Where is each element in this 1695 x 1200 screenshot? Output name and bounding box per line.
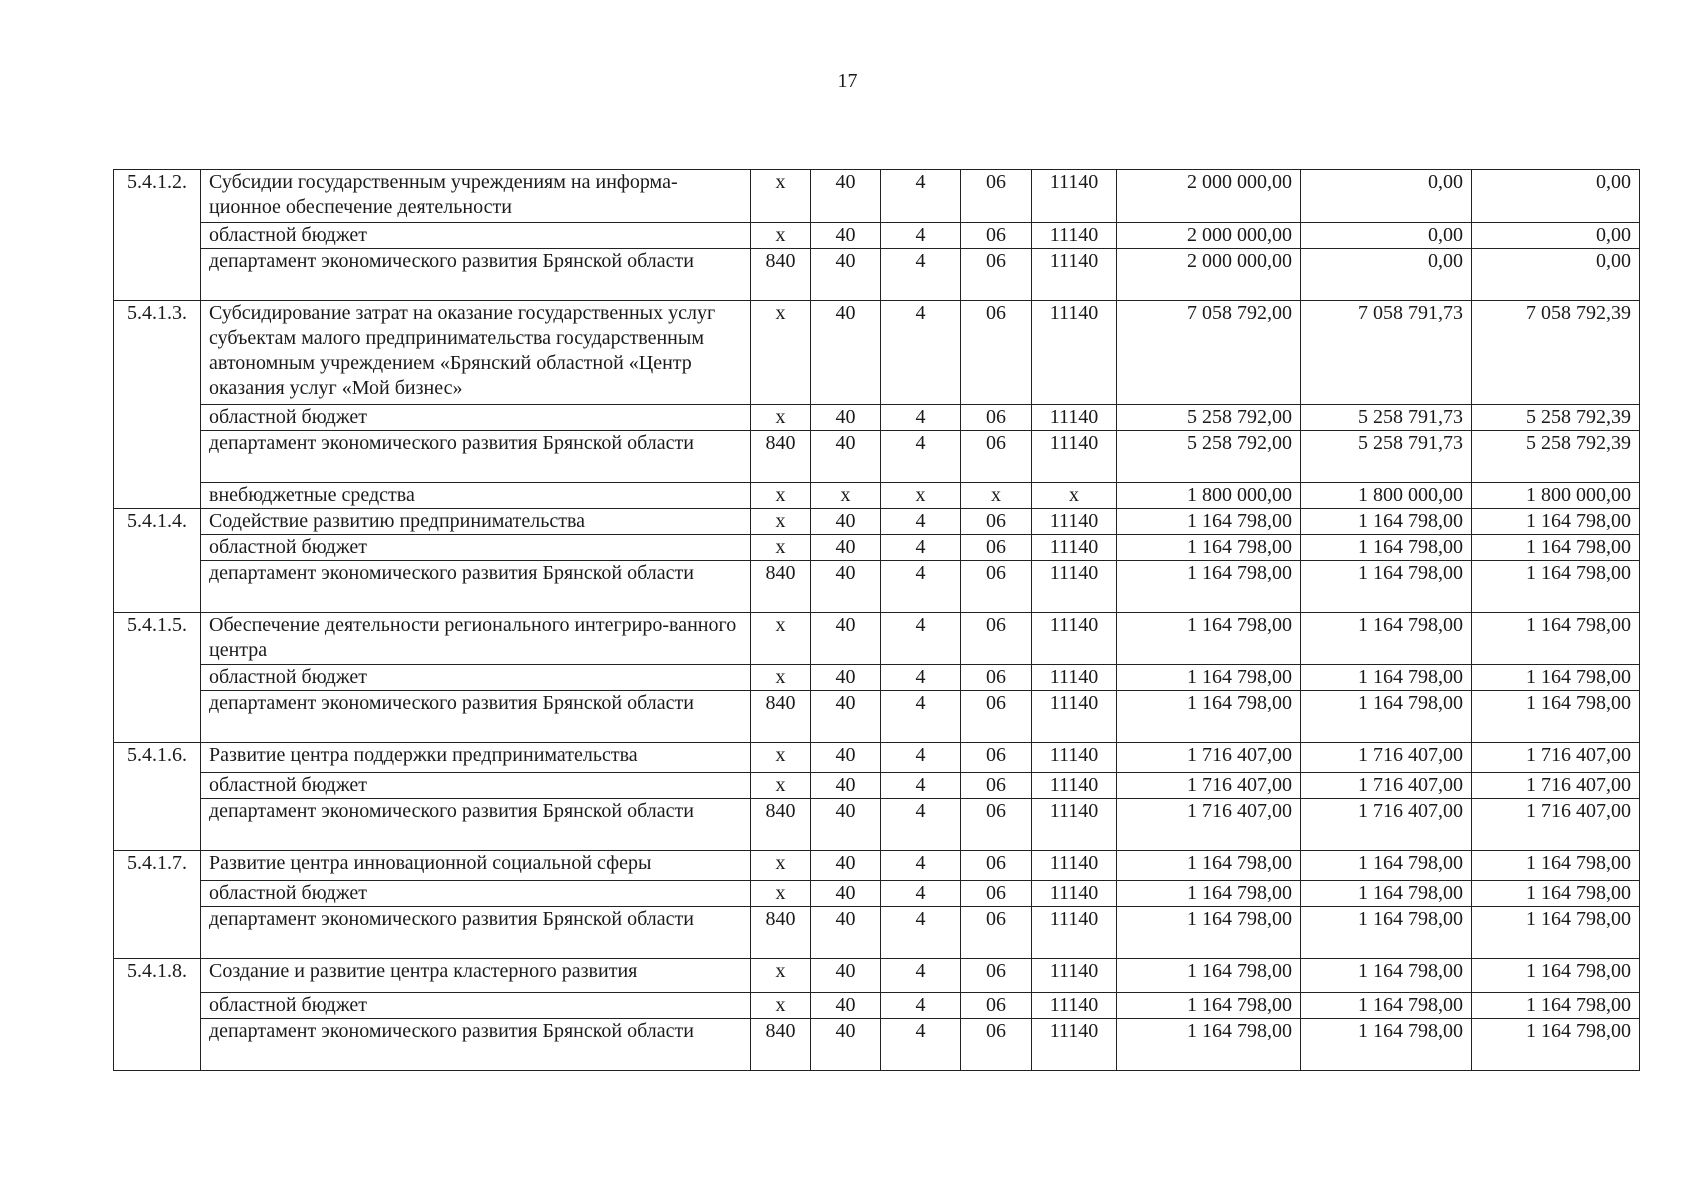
table-row — [114, 773, 1640, 799]
col-subsection: 06 — [961, 249, 1032, 301]
table-row — [114, 743, 1640, 773]
col-subsection: 06 — [961, 799, 1032, 851]
col-article: 11140 — [1032, 799, 1117, 851]
col-subsection: 06 — [961, 959, 1032, 993]
table-row — [114, 223, 1640, 249]
col-ministry: 40 — [811, 851, 881, 881]
col-value-year3: 1 164 798,00 — [1472, 665, 1640, 691]
table-row — [114, 959, 1640, 993]
col-section: 4 — [881, 773, 961, 799]
col-value-year2: 1 800 000,00 — [1301, 483, 1472, 509]
col-subsection: 06 — [961, 431, 1032, 483]
col-value-year2: 1 164 798,00 — [1301, 691, 1472, 743]
col-subsection: 06 — [961, 743, 1032, 773]
col-value-year1: 1 800 000,00 — [1117, 483, 1301, 509]
row-name: Субсидирование затрат на оказание государственных услуг субъектам малого предпринимательства государственным автономным учреждением «Брянский областной «Центр оказания услуг «Мой бизнес» — [201, 301, 751, 405]
col-value-year3: 1 716 407,00 — [1472, 743, 1640, 773]
row-name: Создание и развитие центра кластерного развития — [201, 959, 751, 993]
table-row — [114, 993, 1640, 1019]
col-subsection: 06 — [961, 535, 1032, 561]
row-name: Субсидии государственным учреждениям на информа-ционное обеспечение деятельности — [201, 170, 751, 223]
table-row — [114, 799, 1640, 851]
col-value-year1: 1 164 798,00 — [1117, 993, 1301, 1019]
col-article: 11140 — [1032, 431, 1117, 483]
col-code: 840 — [751, 907, 811, 959]
col-code: x — [751, 959, 811, 993]
page-number: 17 — [837, 70, 858, 92]
col-ministry: 40 — [811, 561, 881, 613]
col-value-year3: 5 258 792,39 — [1472, 431, 1640, 483]
col-code: 840 — [751, 249, 811, 301]
col-value-year3: 1 164 798,00 — [1472, 535, 1640, 561]
table-row — [114, 665, 1640, 691]
col-article: 11140 — [1032, 993, 1117, 1019]
col-subsection: 06 — [961, 851, 1032, 881]
table-row — [114, 249, 1640, 301]
col-article: 11140 — [1032, 743, 1117, 773]
col-code: 840 — [751, 691, 811, 743]
col-value-year1: 1 164 798,00 — [1117, 613, 1301, 665]
col-section: 4 — [881, 613, 961, 665]
col-subsection: 06 — [961, 993, 1032, 1019]
col-code: x — [751, 405, 811, 431]
col-section: 4 — [881, 249, 961, 301]
col-article: 11140 — [1032, 301, 1117, 405]
col-section: 4 — [881, 509, 961, 535]
row-name: Развитие центра поддержки предпринимательства — [201, 743, 751, 773]
col-section: 4 — [881, 561, 961, 613]
table-row — [114, 613, 1640, 665]
col-section: 4 — [881, 993, 961, 1019]
col-value-year1: 2 000 000,00 — [1117, 223, 1301, 249]
col-value-year1: 1 716 407,00 — [1117, 799, 1301, 851]
col-article: 11140 — [1032, 223, 1117, 249]
col-value-year2: 1 164 798,00 — [1301, 993, 1472, 1019]
col-ministry: 40 — [811, 223, 881, 249]
col-ministry: 40 — [811, 881, 881, 907]
col-value-year1: 5 258 792,00 — [1117, 431, 1301, 483]
col-section: 4 — [881, 881, 961, 907]
row-name: областной бюджет — [201, 993, 751, 1019]
col-ministry: 40 — [811, 431, 881, 483]
col-ministry: 40 — [811, 613, 881, 665]
col-code: x — [751, 613, 811, 665]
col-subsection: x — [961, 483, 1032, 509]
col-subsection: 06 — [961, 907, 1032, 959]
row-name: Содействие развитию предпринимательства — [201, 509, 751, 535]
col-code: x — [751, 483, 811, 509]
col-section: 4 — [881, 1019, 961, 1071]
col-section: 4 — [881, 170, 961, 223]
row-name: областной бюджет — [201, 223, 751, 249]
col-value-year3: 1 164 798,00 — [1472, 613, 1640, 665]
table-row — [114, 431, 1640, 483]
row-name: департамент экономического развития Брянской области — [201, 431, 751, 483]
col-value-year3: 1 716 407,00 — [1472, 773, 1640, 799]
row-number: 5.4.1.6. — [114, 743, 201, 851]
row-number: 5.4.1.5. — [114, 613, 201, 743]
col-subsection: 06 — [961, 405, 1032, 431]
col-value-year3: 0,00 — [1472, 170, 1640, 223]
row-name: областной бюджет — [201, 535, 751, 561]
col-article: x — [1032, 483, 1117, 509]
col-ministry: 40 — [811, 691, 881, 743]
col-value-year3: 7 058 792,39 — [1472, 301, 1640, 405]
table-row — [114, 907, 1640, 959]
table-row — [114, 881, 1640, 907]
col-ministry: 40 — [811, 907, 881, 959]
col-subsection: 06 — [961, 301, 1032, 405]
col-article: 11140 — [1032, 691, 1117, 743]
row-name: Развитие центра инновационной социальной сферы — [201, 851, 751, 881]
row-name: областной бюджет — [201, 665, 751, 691]
col-section: 4 — [881, 851, 961, 881]
table-row — [114, 1019, 1640, 1071]
col-value-year2: 1 164 798,00 — [1301, 959, 1472, 993]
col-value-year1: 1 164 798,00 — [1117, 907, 1301, 959]
row-name: департамент экономического развития Брянской области — [201, 907, 751, 959]
col-subsection: 06 — [961, 665, 1032, 691]
col-value-year3: 1 164 798,00 — [1472, 959, 1640, 993]
col-code: 840 — [751, 431, 811, 483]
col-code: x — [751, 743, 811, 773]
col-article: 11140 — [1032, 561, 1117, 613]
col-value-year1: 1 164 798,00 — [1117, 535, 1301, 561]
col-section: 4 — [881, 959, 961, 993]
col-value-year1: 1 164 798,00 — [1117, 851, 1301, 881]
col-ministry: 40 — [811, 773, 881, 799]
col-article: 11140 — [1032, 881, 1117, 907]
row-name: департамент экономического развития Брянской области — [201, 691, 751, 743]
col-value-year2: 1 164 798,00 — [1301, 851, 1472, 881]
row-name: департамент экономического развития Брянской области — [201, 561, 751, 613]
col-value-year2: 7 058 791,73 — [1301, 301, 1472, 405]
col-ministry: 40 — [811, 1019, 881, 1071]
col-subsection: 06 — [961, 509, 1032, 535]
col-value-year3: 1 164 798,00 — [1472, 881, 1640, 907]
col-value-year2: 1 164 798,00 — [1301, 613, 1472, 665]
row-number: 5.4.1.8. — [114, 959, 201, 1071]
col-code: 840 — [751, 561, 811, 613]
col-value-year3: 1 164 798,00 — [1472, 851, 1640, 881]
col-section: 4 — [881, 743, 961, 773]
col-ministry: x — [811, 483, 881, 509]
col-value-year1: 5 258 792,00 — [1117, 405, 1301, 431]
col-value-year2: 1 164 798,00 — [1301, 665, 1472, 691]
col-value-year3: 1 164 798,00 — [1472, 907, 1640, 959]
col-ministry: 40 — [811, 665, 881, 691]
col-value-year2: 1 164 798,00 — [1301, 907, 1472, 959]
table-row — [114, 691, 1640, 743]
col-code: x — [751, 535, 811, 561]
col-section: 4 — [881, 223, 961, 249]
row-number: 5.4.1.4. — [114, 509, 201, 613]
col-value-year2: 1 716 407,00 — [1301, 799, 1472, 851]
col-code: x — [751, 509, 811, 535]
col-value-year3: 1 164 798,00 — [1472, 509, 1640, 535]
col-value-year2: 1 164 798,00 — [1301, 561, 1472, 613]
col-article: 11140 — [1032, 249, 1117, 301]
col-value-year2: 0,00 — [1301, 249, 1472, 301]
row-name: департамент экономического развития Брянской области — [201, 799, 751, 851]
row-name: областной бюджет — [201, 881, 751, 907]
table-row — [114, 405, 1640, 431]
col-section: 4 — [881, 431, 961, 483]
col-subsection: 06 — [961, 223, 1032, 249]
col-value-year2: 5 258 791,73 — [1301, 431, 1472, 483]
col-value-year2: 1 164 798,00 — [1301, 1019, 1472, 1071]
table-row — [114, 301, 1640, 405]
col-code: x — [751, 851, 811, 881]
col-value-year3: 1 164 798,00 — [1472, 993, 1640, 1019]
col-article: 11140 — [1032, 773, 1117, 799]
budget-table — [113, 169, 1640, 1071]
row-number: 5.4.1.2. — [114, 170, 201, 301]
row-name: департамент экономического развития Брянской области — [201, 249, 751, 301]
col-article: 11140 — [1032, 851, 1117, 881]
col-article: 11140 — [1032, 535, 1117, 561]
col-ministry: 40 — [811, 743, 881, 773]
col-value-year3: 1 164 798,00 — [1472, 691, 1640, 743]
col-value-year1: 1 716 407,00 — [1117, 773, 1301, 799]
row-name: Обеспечение деятельности регионального интегриро-ванного центра — [201, 613, 751, 665]
col-value-year1: 1 716 407,00 — [1117, 743, 1301, 773]
col-subsection: 06 — [961, 613, 1032, 665]
col-value-year2: 0,00 — [1301, 223, 1472, 249]
col-value-year3: 1 164 798,00 — [1472, 1019, 1640, 1071]
col-code: 840 — [751, 1019, 811, 1071]
table-row — [114, 561, 1640, 613]
col-section: x — [881, 483, 961, 509]
col-article: 11140 — [1032, 509, 1117, 535]
col-code: x — [751, 881, 811, 907]
col-value-year1: 1 164 798,00 — [1117, 959, 1301, 993]
col-code: x — [751, 170, 811, 223]
col-section: 4 — [881, 665, 961, 691]
table-body — [114, 170, 1640, 1071]
col-article: 11140 — [1032, 405, 1117, 431]
col-value-year1: 2 000 000,00 — [1117, 170, 1301, 223]
col-ministry: 40 — [811, 993, 881, 1019]
col-value-year2: 1 164 798,00 — [1301, 535, 1472, 561]
col-value-year3: 1 716 407,00 — [1472, 799, 1640, 851]
col-value-year1: 1 164 798,00 — [1117, 1019, 1301, 1071]
col-section: 4 — [881, 907, 961, 959]
col-value-year2: 1 164 798,00 — [1301, 881, 1472, 907]
col-value-year3: 0,00 — [1472, 249, 1640, 301]
col-value-year3: 5 258 792,39 — [1472, 405, 1640, 431]
col-code: x — [751, 993, 811, 1019]
col-code: x — [751, 773, 811, 799]
col-code: x — [751, 223, 811, 249]
col-value-year2: 1 164 798,00 — [1301, 509, 1472, 535]
col-value-year1: 1 164 798,00 — [1117, 881, 1301, 907]
col-value-year2: 0,00 — [1301, 170, 1472, 223]
col-article: 11140 — [1032, 613, 1117, 665]
col-subsection: 06 — [961, 691, 1032, 743]
col-subsection: 06 — [961, 1019, 1032, 1071]
col-subsection: 06 — [961, 881, 1032, 907]
row-number: 5.4.1.3. — [114, 301, 201, 509]
col-ministry: 40 — [811, 535, 881, 561]
col-value-year3: 1 164 798,00 — [1472, 561, 1640, 613]
col-article: 11140 — [1032, 665, 1117, 691]
table-row — [114, 483, 1640, 509]
col-value-year1: 7 058 792,00 — [1117, 301, 1301, 405]
table-row — [114, 509, 1640, 535]
col-section: 4 — [881, 691, 961, 743]
row-name: областной бюджет — [201, 405, 751, 431]
col-code: 840 — [751, 799, 811, 851]
col-code: x — [751, 301, 811, 405]
row-name: департамент экономического развития Брянской области — [201, 1019, 751, 1071]
col-ministry: 40 — [811, 509, 881, 535]
col-ministry: 40 — [811, 301, 881, 405]
col-value-year3: 0,00 — [1472, 223, 1640, 249]
col-section: 4 — [881, 799, 961, 851]
col-value-year1: 1 164 798,00 — [1117, 665, 1301, 691]
col-value-year3: 1 800 000,00 — [1472, 483, 1640, 509]
col-value-year2: 1 716 407,00 — [1301, 773, 1472, 799]
col-value-year1: 1 164 798,00 — [1117, 691, 1301, 743]
col-value-year2: 5 258 791,73 — [1301, 405, 1472, 431]
table-row — [114, 170, 1640, 223]
col-code: x — [751, 665, 811, 691]
row-number: 5.4.1.7. — [114, 851, 201, 959]
col-section: 4 — [881, 535, 961, 561]
row-name: областной бюджет — [201, 773, 751, 799]
col-article: 11140 — [1032, 907, 1117, 959]
col-value-year1: 1 164 798,00 — [1117, 509, 1301, 535]
col-value-year1: 2 000 000,00 — [1117, 249, 1301, 301]
col-ministry: 40 — [811, 170, 881, 223]
col-section: 4 — [881, 405, 961, 431]
col-ministry: 40 — [811, 405, 881, 431]
col-subsection: 06 — [961, 773, 1032, 799]
col-subsection: 06 — [961, 170, 1032, 223]
col-article: 11140 — [1032, 959, 1117, 993]
col-subsection: 06 — [961, 561, 1032, 613]
col-ministry: 40 — [811, 249, 881, 301]
col-ministry: 40 — [811, 799, 881, 851]
col-value-year1: 1 164 798,00 — [1117, 561, 1301, 613]
col-article: 11140 — [1032, 1019, 1117, 1071]
col-ministry: 40 — [811, 959, 881, 993]
col-value-year2: 1 716 407,00 — [1301, 743, 1472, 773]
table-row — [114, 851, 1640, 881]
table-row — [114, 535, 1640, 561]
col-article: 11140 — [1032, 170, 1117, 223]
row-name: внебюджетные средства — [201, 483, 751, 509]
col-section: 4 — [881, 301, 961, 405]
